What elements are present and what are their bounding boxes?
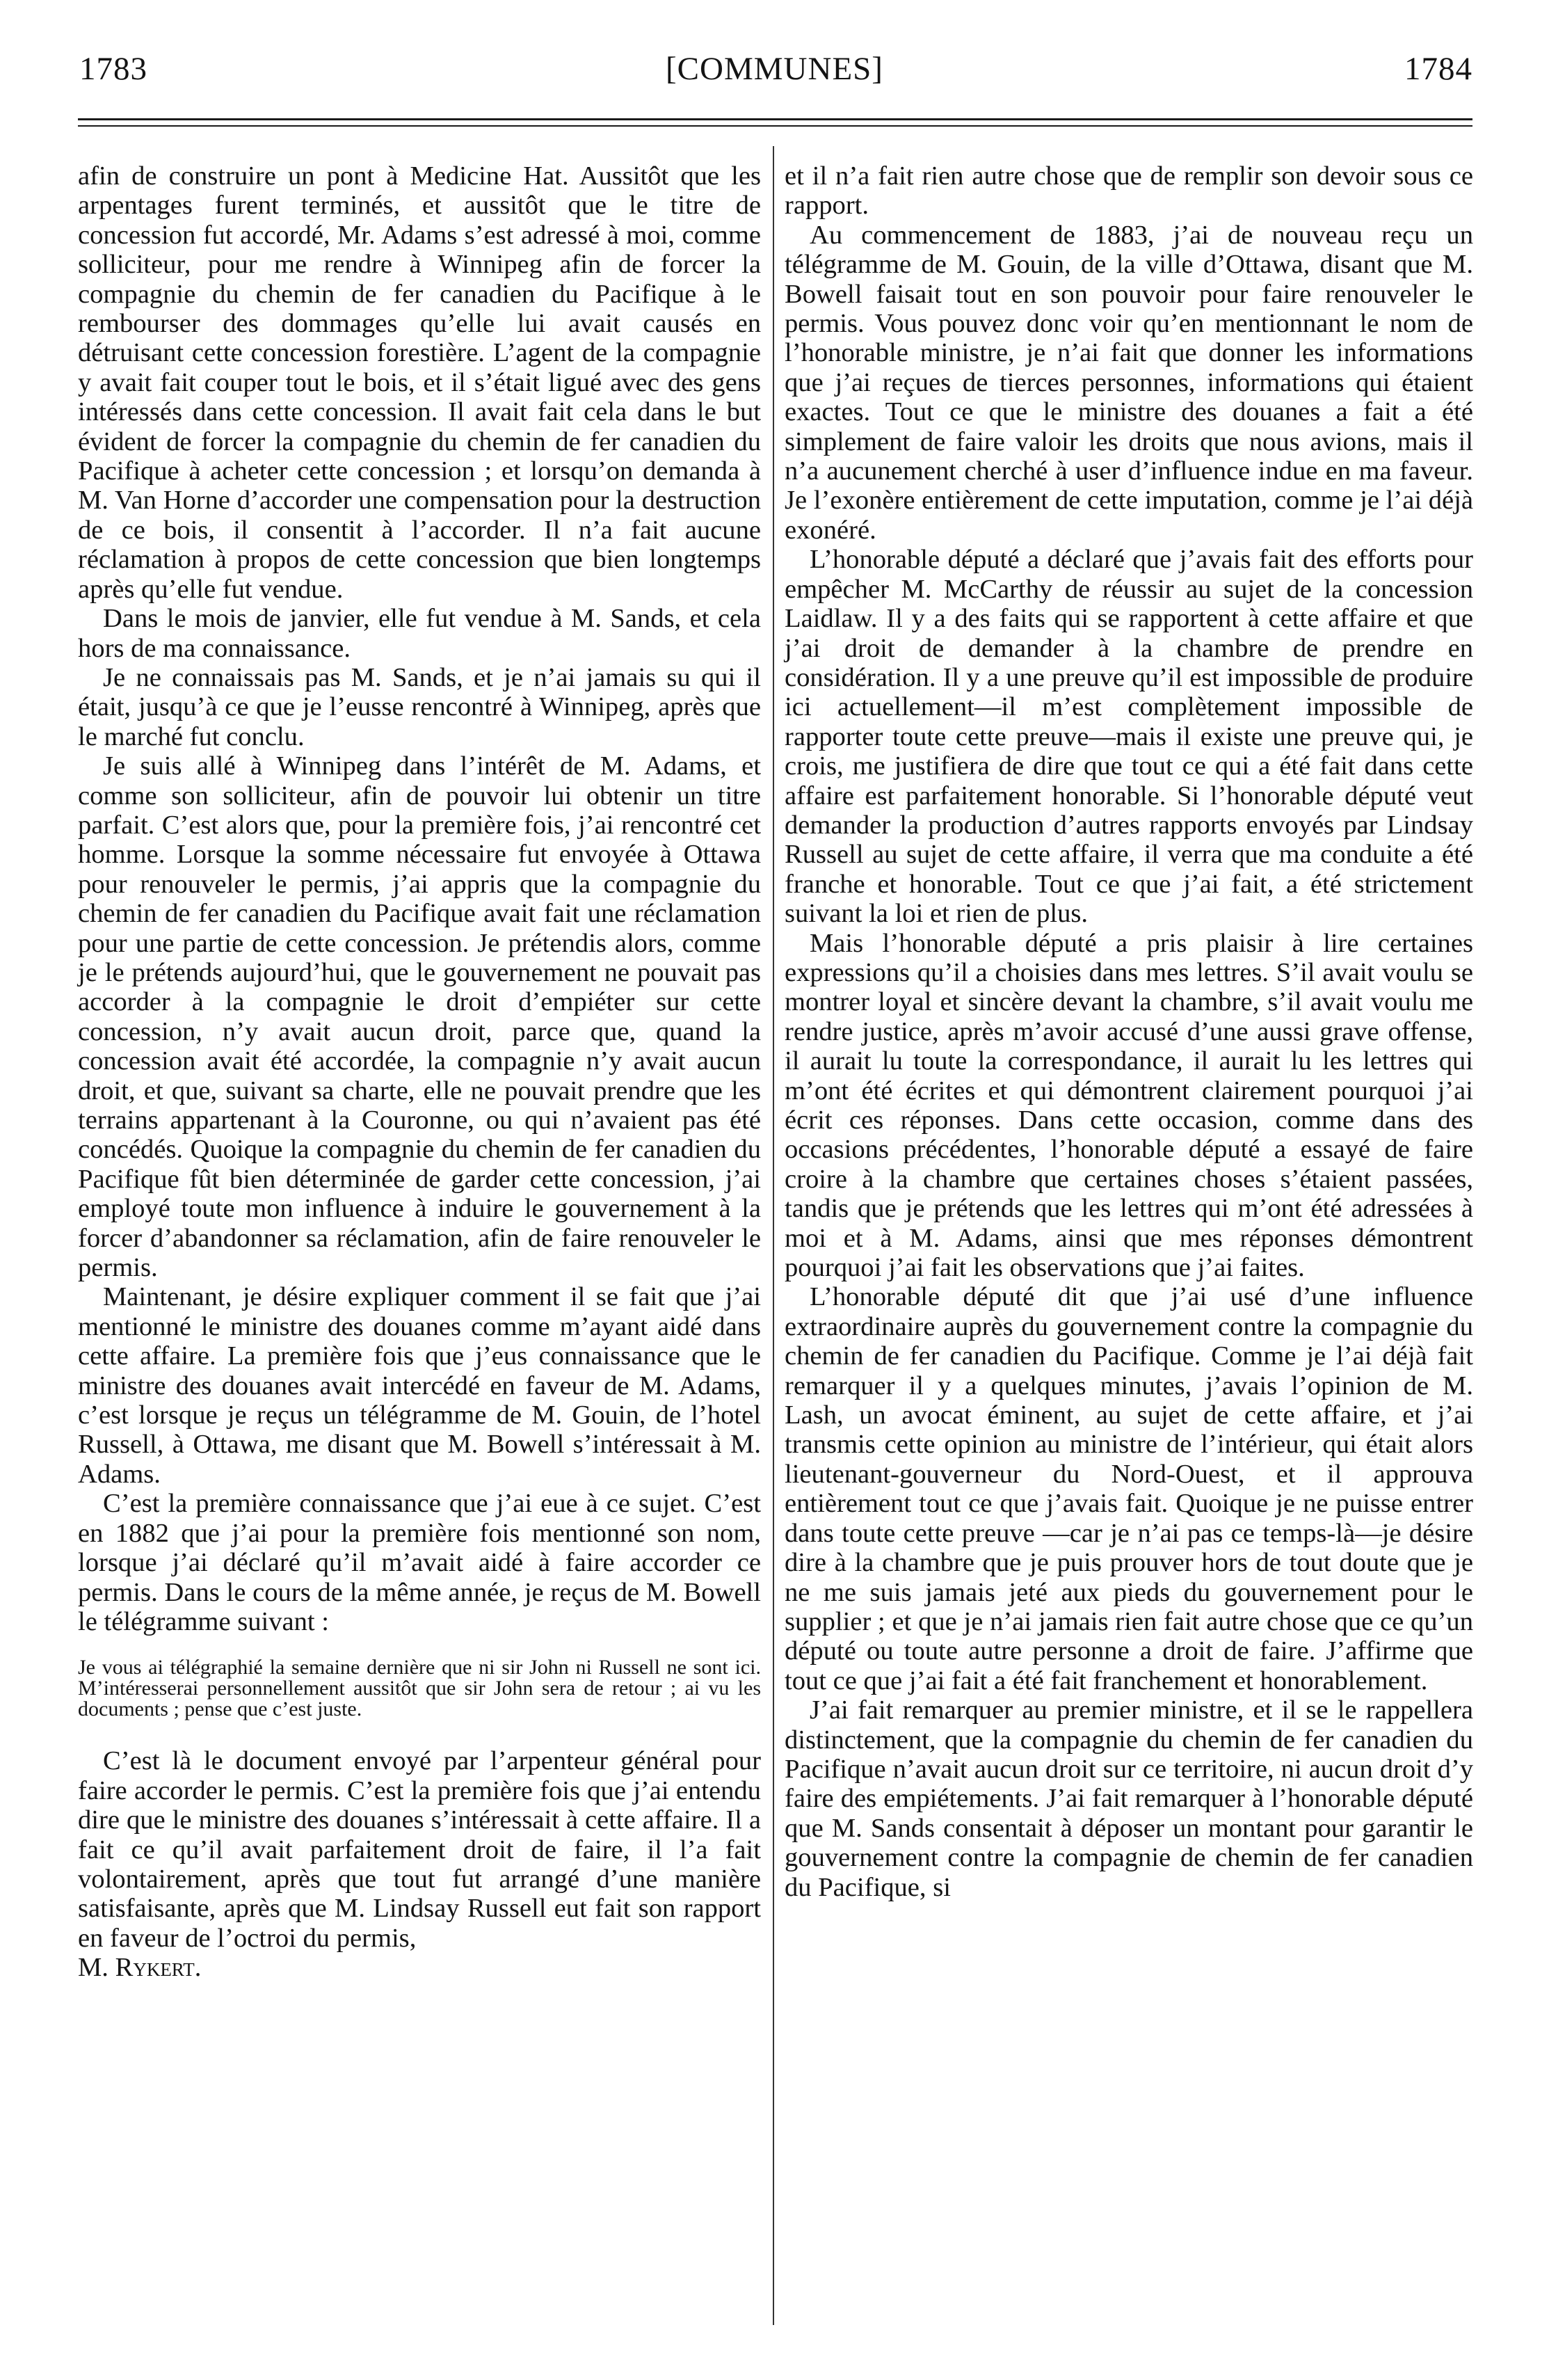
paragraph: C’est là le document envoyé par l’arpenteur général pour faire accorder le permis. C’est la première fois que j’ai entendu dire que le ministre des douanes s’intéressait à cette affaire. Il a fait ce qu’il avait parfaitement droit de faire, il l’a fait volontairement, après que tout fut arrangé d’une manière satisfaisante, après que M. Lindsay Russell eut fait son rapport en faveur de l’octroi du permis, (78, 1746, 761, 1953)
paragraph: Maintenant, je désire expliquer comment il se fait que j’ai mentionné le ministre des douanes comme m’ayant aidé dans cette affaire. La première fois que j’eus connaissance que le ministre des douanes avait intercédé en faveur de M. Adams, c’est lorsque je reçus un télégramme de M. Gouin, de l’hotel Russell, à Ottawa, me disant que M. Bowell s’intéressait à M. Adams. (78, 1282, 761, 1489)
page-number-right: 1784 (1404, 51, 1472, 87)
telegram-quote: Je vous ai télégraphié la semaine dernière que ni sir John ni Russell ne sont ici. M’intéresserai personnellement aussitôt que sir John sera de retour ; ai vu les documents ; pense que c’est juste. (78, 1656, 761, 1721)
speaker-name: M. Rykert. (78, 1953, 202, 1983)
paragraph: Mais l’honorable député a pris plaisir à lire certaines expressions qu’il a choisies dans mes lettres. S’il avait voulu se montrer loyal et sincère devant la chambre, s’il avait voulu me rendre justice, après m’avoir accusé d’une aussi grave offense, il aurait lu toute la correspondance, il aurait lu les lettres qui m’ont été écrites et qui démontrent clairement pourquoi j’ai écrit ces réponses. Dans cette occasion, comme dans des occasions précédentes, l’honorable député a essayé de faire croire à la chambre que certaines choses s’étaient passées, tandis que je prétends que les lettres qui m’ont été adressées à moi et à M. Adams, ainsi que mes réponses démontrent pourquoi j’ai fait les observations que j’ai faites. (785, 928, 1473, 1283)
page-number-left: 1783 (79, 51, 147, 87)
paragraph: Dans le mois de janvier, elle fut vendue à M. Sands, et cela hors de ma connaissance. (78, 604, 761, 663)
paragraph: Au commencement de 1883, j’ai de nouveau reçu un télégramme de M. Gouin, de la ville d’Ottawa, disant que M. Bowell faisait tout en son pouvoir pour faire renouveler le permis. Vous pouvez donc voir qu’en mentionnant le nom de l’honorable ministre, je n’ai fait que donner les informations que j’ai reçues de tierces personnes, informations qui étaient exactes. Tout ce que le ministre des douanes a fait a été simplement de faire valoir les droits que nous avions, mais il n’a aucunement cherché à user d’influence indue en ma faveur. Je l’exonère entièrement de cette imputation, comme je l’ai déjà exonéré. (785, 220, 1473, 545)
paragraph: L’honorable député dit que j’ai usé d’une influence extraordinaire auprès du gouvernement contre la compagnie du chemin de fer canadien du Pacifique. Comme je l’ai déjà fait remarquer il y a quelques minutes, j’avais l’opinion de M. Lash, un avocat éminent, au sujet de cette affaire, et j’ai transmis cette opinion au ministre de l’intérieur, qui était alors lieutenant-gouverneur du Nord-Ouest, et il approuva entièrement tout ce que j’avais fait. Quoique je ne puisse entrer dans toute cette preuve —car je n’ai pas ce temps-là—je désire dire à la chambre que je puis prouver hors de tout doute que je ne me suis jamais jeté aux pieds du gouvernement pour le supplier ; et que je n’ai jamais rien fait autre chose que ce qu’un député ou toute autre personne a droit de faire. J’affirme que tout ce que j’ai fait a été fait franchement et honorablement. (785, 1282, 1473, 1695)
paragraph: C’est la première connaissance que j’ai eue à ce sujet. C’est en 1882 que j’ai pour la première fois mentionné son nom, lorsque j’ai déclaré qu’il m’avait aidé à faire accorder ce permis. Dans le cours de la même année, je reçus de M. Bowell le télégramme suivant : (78, 1489, 761, 1636)
paragraph: et il n’a fait rien autre chose que de remplir son devoir sous ce rapport. (785, 161, 1473, 221)
running-title: [COMMUNES] (666, 51, 883, 87)
left-column (78, 161, 761, 1983)
right-column (785, 161, 1473, 1902)
paragraph: Je ne connaissais pas M. Sands, et je n’ai jamais su qui il était, jusqu’à ce que je l’eusse rencontré à Winnipeg, après que le marché fut conclu. (78, 662, 761, 751)
column-divider (773, 146, 774, 2325)
page-header (77, 50, 1472, 99)
paragraph: L’honorable député a déclaré que j’avais fait des efforts pour empêcher M. McCarthy de réussir au sujet de la concession Laidlaw. Il y a des faits qui se rapportent à cette affaire et que j’ai droit de demander à la chambre de prendre en considération. Il y a une preuve qu’il est impossible de produire ici actuellement—il m’est complètement impossible de rapporter toute cette preuve—mais il existe une preuve qui, je crois, me justifiera de dire que tout ce qui a été fait dans cette affaire est parfaitement honorable. Si l’honorable député veut demander la production d’autres rapports envoyés par Lindsay Russell au sujet de cette affaire, il verra que ma conduite a été franche et honorable. Tout ce que j’ai fait, a été strictement suivant la loi et rien de plus. (785, 545, 1473, 929)
paragraph: Je suis allé à Winnipeg dans l’intérêt de M. Adams, et comme son solliciteur, afin de pouvoir lui obtenir un titre parfait. C’est alors que, pour la première fois, j’ai rencontré cet homme. Lorsque la somme nécessaire fut envoyée à Ottawa pour renouveler le permis, j’ai appris que la compagnie du chemin de fer canadien du Pacifique avait fait une réclamation pour une partie de cette concession. Je prétendis alors, comme je le prétends aujourd’hui, que le gouvernement ne pouvait pas accorder à la compagnie le droit d’empiéter sur cette concession, n’y avait aucun droit, parce que, quand la concession avait été accordée, la compagnie n’y avait aucun droit, et que, suivant sa charte, elle ne pouvait prendre que les terrains appartenant à la Couronne, ou qui n’avaient pas été concédés. Quoique la compagnie du chemin de fer canadien du Pacifique fût bien déterminée de garder cette concession, j’ai employé toute mon influence à induire le gouvernement à la forcer d’abandonner sa réclamation, afin de faire renouveler le permis. (78, 751, 761, 1283)
header-rule-bottom (78, 125, 1472, 127)
paragraph: J’ai fait remarquer au premier ministre, et il se le rappellera distinctement, que la compagnie du chemin de fer canadien du Pacifique n’avait aucun droit sur ce territoire, ni aucun droit d’y faire des empiétements. J’ai fait remarquer à l’honorable député que M. Sands consentait à déposer un montant pour garantir le gouvernement contre la compagnie de chemin de fer canadien du Pacifique, si (785, 1695, 1473, 1902)
header-rule-top (78, 118, 1472, 120)
paragraph: afin de construire un pont à Medicine Hat. Aussitôt que les arpentages furent terminés, et aussitôt que le titre de concession fut accordé, Mr. Adams s’est adressé à moi, comme solliciteur, pour me rendre à Winnipeg afin de forcer la compagnie du chemin de fer canadien du Pacifique à le rembourser des dommages qu’elle lui avait causés en détruisant cette concession forestière. L’agent de la compagnie y avait fait couper tout le bois, et il s’était ligué avec des gens intéressés dans cette concession. Il avait fait cela dans le but évident de forcer la compagnie du chemin de fer canadien du Pacifique à acheter cette concession ; et lorsqu’on demanda à M. Van Horne d’accorder une compensation pour la destruction de ce bois, il consentit à l’accorder. Il n’a fait aucune réclamation à propos de cette concession que bien longtemps après qu’elle fut vendue. (78, 161, 761, 604)
